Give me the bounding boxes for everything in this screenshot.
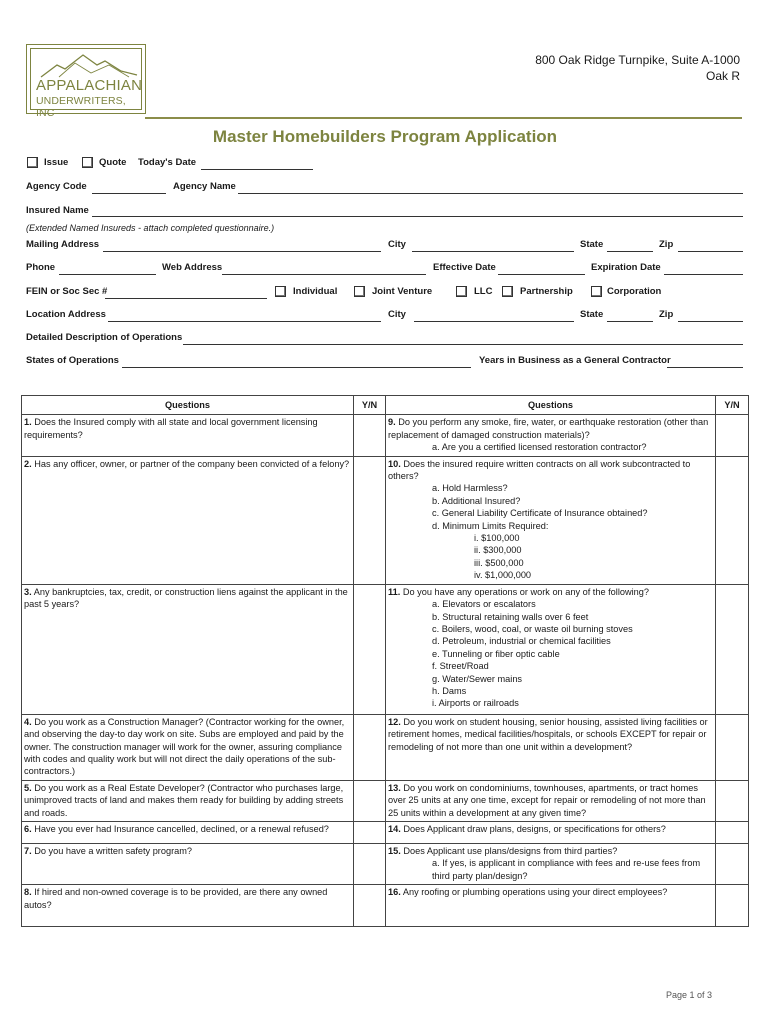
q10c-text: c. General Liability Certificate of Insurance obtained? <box>432 508 648 519</box>
expiration-date-field[interactable] <box>664 274 743 275</box>
todays-date-label: Today's Date <box>138 157 197 168</box>
q11-number: 11. <box>388 586 401 597</box>
q9-answer[interactable] <box>716 415 749 456</box>
question-4 <box>22 714 354 780</box>
q10dii-text: ii. $300,000 <box>474 545 522 556</box>
q14-answer[interactable] <box>716 821 749 843</box>
q8-number: 8. <box>24 887 32 898</box>
q11-text: Do you have any operations or work on any of the following? <box>400 586 649 597</box>
q8-answer[interactable] <box>354 885 386 927</box>
question-9 <box>386 415 716 456</box>
q10b-text: b. Additional Insured? <box>432 495 521 506</box>
description-label: Detailed Description of Operations <box>26 332 183 343</box>
corporation-checkbox[interactable] <box>591 286 602 297</box>
q3-number: 3. <box>24 586 32 597</box>
agency-code-field[interactable] <box>92 193 166 194</box>
years-in-business-field[interactable] <box>667 367 743 368</box>
phone-field[interactable] <box>59 274 156 275</box>
table-row <box>22 415 749 456</box>
q10di-text: i. $100,000 <box>474 533 520 544</box>
question-2 <box>22 456 354 584</box>
q7-number: 7. <box>24 845 32 856</box>
q1-text: Does the Insured comply with all state and local government licensing requirements? <box>24 417 318 440</box>
web-address-label: Web Address <box>162 262 223 273</box>
q10div-text: iv. $1,000,000 <box>474 570 532 581</box>
individual-label: Individual <box>293 286 338 297</box>
state-field[interactable] <box>607 251 653 252</box>
q12-text: Do you work on student housing, senior housing, assisted living facilities or retirement homes, medical facilities/hospitals, or schools EXCEPT for repair or remodeling of not more than one unit within a development? <box>388 716 708 752</box>
address-line1: 800 Oak Ridge Turnpike, Suite A-1000 <box>535 53 740 67</box>
page-number: Page 1 of 3 <box>665 990 712 1000</box>
joint-venture-label: Joint Venture <box>372 286 433 297</box>
table-row <box>22 714 749 780</box>
mailing-address-label: Mailing Address <box>26 239 100 250</box>
q10diii-text: iii. $500,000 <box>474 557 524 568</box>
issue-label: Issue <box>44 157 69 168</box>
logo-line2: UNDERWRITERS, INC <box>36 95 126 119</box>
page-title: Master Homebuilders Program Application <box>212 127 558 146</box>
partnership-label: Partnership <box>520 286 573 297</box>
location-state-label: State <box>580 309 604 320</box>
questions-table <box>21 395 749 927</box>
q16-answer[interactable] <box>716 885 749 927</box>
insured-name-label: Insured Name <box>26 205 89 216</box>
location-state-field[interactable] <box>607 321 653 322</box>
agency-name-field[interactable] <box>238 193 743 194</box>
effective-date-label: Effective Date <box>433 262 496 273</box>
city-label: City <box>388 239 406 250</box>
mailing-address-field[interactable] <box>103 251 381 252</box>
q13-answer[interactable] <box>716 780 749 821</box>
location-city-label: City <box>388 309 406 320</box>
q2-text: Has any officer, owner, or partner of the company been convicted of a felony? <box>31 458 350 469</box>
question-3 <box>22 584 354 714</box>
q7-text: Do you have a written safety program? <box>31 845 193 856</box>
q11c-text: c. Boilers, wood, coal, or waste oil burning stoves <box>432 623 633 634</box>
question-10 <box>386 456 716 584</box>
llc-label: LLC <box>474 286 493 297</box>
agency-name-label: Agency Name <box>173 181 236 192</box>
question-13 <box>386 780 716 821</box>
yn-header: Y/N <box>354 396 386 415</box>
q6-text: Have you ever had Insurance cancelled, declined, or a renewal refused? <box>31 823 329 834</box>
q11b-text: b. Structural retaining walls over 6 feet <box>432 611 589 622</box>
q6-answer[interactable] <box>354 821 386 843</box>
q15-answer[interactable] <box>716 843 749 884</box>
q11g-text: g. Water/Sewer mains <box>432 673 523 684</box>
table-row <box>22 821 749 843</box>
city-field[interactable] <box>412 251 574 252</box>
question-14 <box>386 821 716 843</box>
partnership-checkbox[interactable] <box>502 286 513 297</box>
location-city-field[interactable] <box>414 321 574 322</box>
expiration-date-label: Expiration Date <box>591 262 661 273</box>
q8-text: If hired and non-owned coverage is to be provided, are there any owned autos? <box>24 887 328 910</box>
q12-answer[interactable] <box>716 714 749 780</box>
q11a-text: a. Elevators or escalators <box>432 599 536 610</box>
agency-code-label: Agency Code <box>26 181 87 192</box>
q10-answer[interactable] <box>716 456 749 584</box>
quote-label: Quote <box>99 157 127 168</box>
question-11 <box>386 584 716 714</box>
q9-text: Do you perform any smoke, fire, water, or earthquake restoration (other than replacement of damaged construction materials)? <box>388 417 709 440</box>
states-of-operations-field[interactable] <box>122 367 471 368</box>
table-row <box>22 780 749 821</box>
q11i-text: i. Airports or railroads <box>432 698 519 709</box>
table-row <box>22 456 749 584</box>
q13-text: Do you work on condominiums, townhouses, apartments, or tract homes over 25 units at any one time, except for repair or remodeling of not more than 25 units within a development at any given time? <box>388 782 706 818</box>
question-8 <box>22 885 354 927</box>
state-label: State <box>580 239 604 250</box>
question-6 <box>22 821 354 843</box>
q5-answer[interactable] <box>354 780 386 821</box>
question-15 <box>386 843 716 884</box>
question-1 <box>22 415 354 456</box>
phone-label: Phone <box>26 262 56 273</box>
q10-number: 10. <box>388 458 401 469</box>
q14-text: Does Applicant draw plans, designs, or specifications for others? <box>400 823 666 834</box>
questions-header: Questions <box>22 396 354 415</box>
q15-text: Does Applicant use plans/designs from third parties? <box>400 845 618 856</box>
address-line2: Oak R <box>705 69 740 83</box>
years-in-business-label: Years in Business as a General Contractor <box>479 355 671 366</box>
quote-checkbox[interactable] <box>82 157 93 168</box>
question-7 <box>22 843 354 884</box>
q3-answer[interactable] <box>354 584 386 714</box>
header-rule <box>145 117 742 119</box>
extended-insureds-note: (Extended Named Insureds - attach completed questionnaire.) <box>26 223 275 233</box>
location-zip-field[interactable] <box>678 321 743 322</box>
states-of-operations-label: States of Operations <box>26 355 119 366</box>
q2-number: 2. <box>24 458 32 469</box>
q4-answer[interactable] <box>354 714 386 780</box>
q9a-text: a. Are you a certified licensed restoration contractor? <box>432 442 647 453</box>
table-row <box>22 885 749 927</box>
q4-number: 4. <box>24 716 32 727</box>
location-address-label: Location Address <box>26 309 106 320</box>
fein-label: FEIN or Soc Sec # <box>26 286 108 297</box>
todays-date-field[interactable] <box>201 169 313 170</box>
zip-label: Zip <box>659 239 674 250</box>
questions-header-2: Questions <box>386 396 716 415</box>
logo-frame <box>30 48 143 119</box>
question-16 <box>386 885 716 927</box>
corporation-label: Corporation <box>607 286 662 297</box>
table-header-row <box>22 396 749 415</box>
joint-venture-checkbox[interactable] <box>354 286 365 297</box>
q11f-text: f. Street/Road <box>432 661 489 672</box>
q4-text: Do you work as a Construction Manager? (Contractor working for the owner, and observing the day-to day work on site. Subs are employed and paid by the owner. The construction manager will work for the owner, assuring compliance with codes and quality work but will not direct the daily operations of the sub-contractors.) <box>24 716 345 777</box>
q13-number: 13. <box>388 782 401 793</box>
q1-answer[interactable] <box>354 415 386 456</box>
issue-checkbox[interactable] <box>27 157 38 168</box>
description-field[interactable] <box>183 344 743 345</box>
question-5 <box>22 780 354 821</box>
fein-field[interactable] <box>105 298 267 299</box>
yn-header-2: Y/N <box>716 396 749 415</box>
q11d-text: d. Petroleum, industrial or chemical facilities <box>432 636 611 647</box>
q7-answer[interactable] <box>354 843 386 884</box>
insured-name-field[interactable] <box>92 216 743 217</box>
mountain-icon <box>39 51 139 79</box>
q11h-text: h. Dams <box>432 685 467 696</box>
company-logo <box>26 44 146 119</box>
q11e-text: e. Tunneling or fiber optic cable <box>432 648 560 659</box>
q10-text: Does the insured require written contracts on all work subcontracted to others? <box>388 458 691 482</box>
q12-number: 12. <box>388 716 401 727</box>
question-12 <box>386 714 716 780</box>
q3-text: Any bankruptcies, tax, credit, or construction liens against the applicant in the past 5 years? <box>24 586 348 610</box>
location-address-field[interactable] <box>108 321 381 322</box>
q5-number: 5. <box>24 782 32 793</box>
zip-field[interactable] <box>678 251 743 252</box>
q16-number: 16. <box>388 887 401 898</box>
q10d-text: d. Minimum Limits Required: <box>432 520 549 531</box>
q1-number: 1. <box>24 417 32 428</box>
location-zip-label: Zip <box>659 309 674 320</box>
web-address-field[interactable] <box>222 274 426 275</box>
q10a-text: a. Hold Harmless? <box>432 483 508 494</box>
q16-text: Any roofing or plumbing operations using your direct employees? <box>400 887 668 898</box>
q5-text: Do you work as a Real Estate Developer? (Contractor who purchases large, unimproved tracts of land and makes them ready for building by adding streets and roads. <box>24 782 344 818</box>
individual-checkbox[interactable] <box>275 286 286 297</box>
table-row <box>22 584 749 714</box>
q14-number: 14. <box>388 823 401 834</box>
company-address <box>535 52 740 84</box>
q9-number: 9. <box>388 417 396 428</box>
q6-number: 6. <box>24 823 32 834</box>
q15-number: 15. <box>388 845 401 856</box>
llc-checkbox[interactable] <box>456 286 467 297</box>
q11-answer[interactable] <box>716 584 749 714</box>
logo-line1: APPALACHIAN <box>36 77 143 94</box>
effective-date-field[interactable] <box>498 274 585 275</box>
q15a-text: a. If yes, is applicant in compliance with fees and re-use fees from third party plan/design? <box>432 858 701 881</box>
q2-answer[interactable] <box>354 456 386 584</box>
table-row <box>22 843 749 884</box>
